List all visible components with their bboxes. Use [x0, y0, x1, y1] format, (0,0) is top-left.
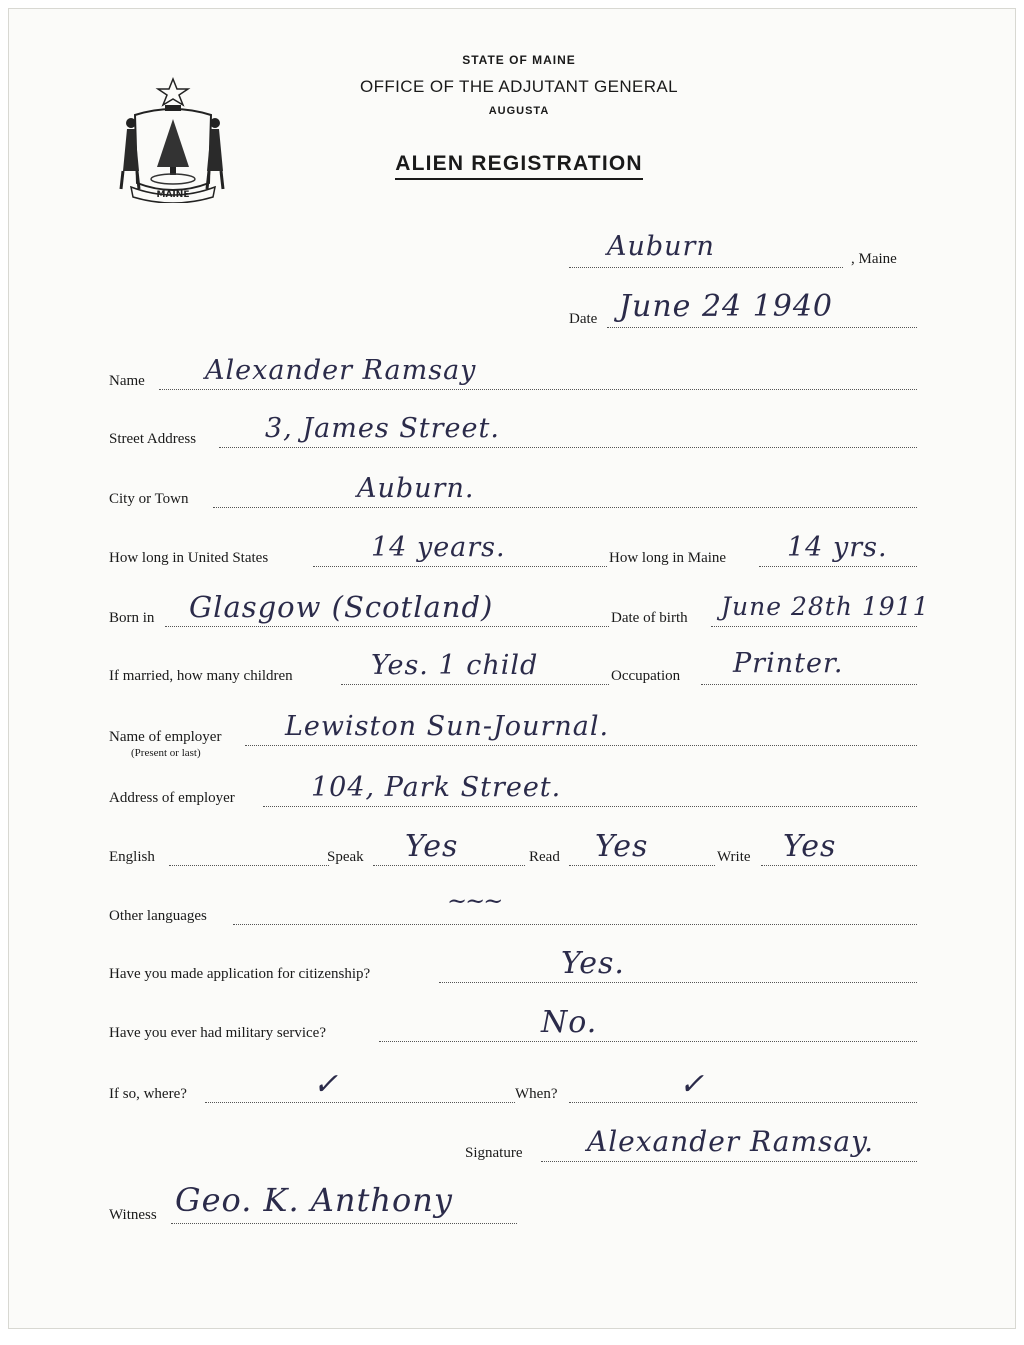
occupation-value[interactable]: Printer.: [733, 648, 844, 679]
street-line: [219, 447, 917, 448]
english-line: [169, 865, 329, 866]
write-label: Write: [717, 849, 751, 865]
city-value[interactable]: Auburn.: [357, 473, 475, 504]
city-label: City or Town: [109, 491, 189, 507]
signature-value[interactable]: Alexander Ramsay.: [587, 1125, 875, 1158]
military-line: [379, 1041, 917, 1042]
maine-label: , Maine: [851, 251, 897, 267]
speak-label: Speak: [327, 849, 364, 865]
read-value[interactable]: Yes: [595, 829, 649, 864]
read-label: Read: [529, 849, 560, 865]
header-office: OFFICE OF THE ADJUTANT GENERAL: [359, 77, 679, 96]
married-line: [341, 684, 609, 685]
maine-state-seal: [113, 75, 233, 203]
dob-line: [711, 626, 917, 627]
citizenship-line: [439, 982, 917, 983]
seal-label: MAINE: [156, 190, 190, 200]
date-line: [607, 327, 917, 328]
signature-label: Signature: [465, 1145, 523, 1161]
where-label: If so, where?: [109, 1086, 187, 1102]
employer-address-value[interactable]: 104, Park Street.: [311, 772, 562, 803]
write-value[interactable]: Yes: [783, 829, 837, 864]
military-label: Have you ever had military service?: [109, 1025, 326, 1041]
us-label: How long in United States: [109, 550, 269, 566]
maine-time-value[interactable]: 14 yrs.: [787, 532, 888, 563]
dob-label: Date of birth: [611, 610, 688, 626]
us-line: [313, 566, 607, 567]
us-value[interactable]: 14 years.: [371, 532, 506, 563]
other-lang-value[interactable]: ~~~: [447, 887, 502, 915]
street-value[interactable]: 3, James Street.: [265, 413, 500, 444]
read-line: [569, 865, 715, 866]
header-state: STATE OF MAINE: [462, 53, 576, 67]
town-value[interactable]: Auburn: [607, 231, 715, 262]
maine-time-line: [759, 566, 917, 567]
date-value[interactable]: June 24 1940: [619, 289, 834, 324]
married-value[interactable]: Yes. 1 child: [371, 650, 539, 681]
town-line: [569, 267, 843, 268]
when-line: [569, 1102, 917, 1103]
name-line: [159, 389, 917, 390]
english-label: English: [109, 849, 155, 865]
street-label: Street Address: [109, 431, 197, 447]
dob-value[interactable]: June 28th 1911: [721, 592, 930, 621]
speak-line: [373, 865, 525, 866]
witness-label: Witness: [109, 1207, 157, 1223]
born-value[interactable]: Glasgow (Scotland): [189, 590, 494, 624]
when-value[interactable]: ✓: [679, 1067, 706, 1102]
form-title: [309, 152, 729, 176]
employer-label: Name of employer: [109, 729, 222, 745]
witness-line: [171, 1223, 517, 1224]
witness-value[interactable]: Geo. K. Anthony: [175, 1181, 453, 1219]
maine-time-label: How long in Maine: [609, 550, 727, 566]
city-line: [213, 507, 917, 508]
speak-value[interactable]: Yes: [405, 829, 459, 864]
date-label: Date: [569, 311, 598, 327]
other-lang-line: [233, 924, 917, 925]
employer-address-line: [263, 806, 917, 807]
employer-address-label: Address of employer: [109, 790, 235, 806]
when-label: When?: [515, 1086, 558, 1102]
name-value[interactable]: Alexander Ramsay: [205, 355, 477, 386]
form-title-text: ALIEN REGISTRATION: [395, 152, 643, 180]
where-value[interactable]: ✓: [313, 1067, 340, 1102]
where-line: [205, 1102, 515, 1103]
born-label: Born in: [109, 610, 155, 626]
write-line: [761, 865, 917, 866]
married-label: If married, how many children: [109, 668, 293, 684]
citizenship-value[interactable]: Yes.: [561, 946, 625, 981]
header-city: AUGUSTA: [488, 105, 550, 117]
signature-line: [541, 1161, 917, 1162]
name-label: Name: [109, 373, 145, 389]
employer-value[interactable]: Lewiston Sun-Journal.: [285, 711, 610, 742]
employer-line: [245, 745, 917, 746]
registration-form: [8, 8, 1016, 1329]
occupation-label: Occupation: [611, 668, 681, 684]
military-value[interactable]: No.: [541, 1005, 598, 1040]
occupation-line: [701, 684, 917, 685]
employer-sublabel: (Present or last): [131, 747, 201, 759]
citizenship-label: Have you made application for citizenship?: [109, 966, 371, 982]
born-line: [165, 626, 609, 627]
other-lang-label: Other languages: [109, 908, 207, 924]
